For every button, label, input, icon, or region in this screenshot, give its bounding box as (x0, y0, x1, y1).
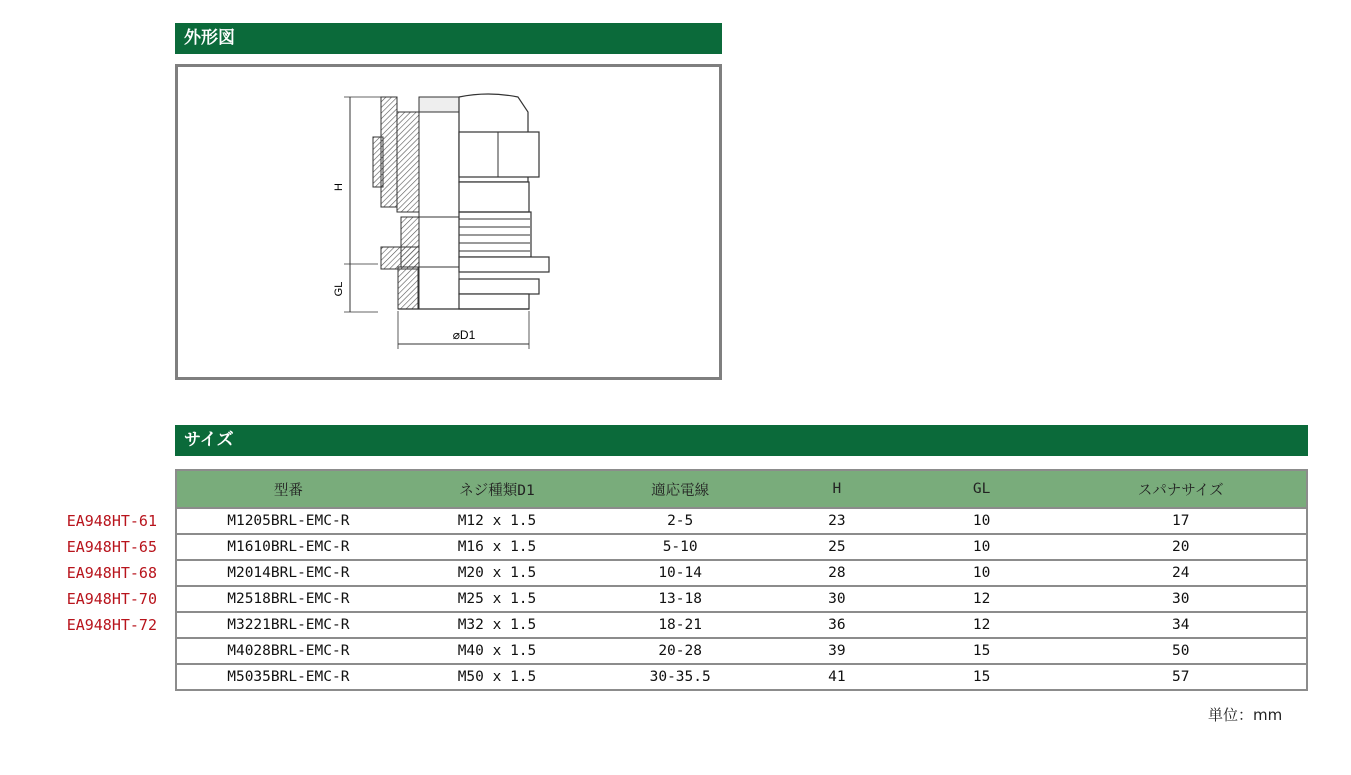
order-code: EA948HT-70 (66, 590, 157, 608)
cell-cable-range: 13-18 (594, 586, 766, 612)
table-row (176, 638, 1307, 664)
cable-gland-drawing (178, 67, 719, 377)
cell-h: 41 (766, 664, 908, 690)
cell-thread: M16 x 1.5 (400, 534, 595, 560)
cell-cable-range: 2-5 (594, 508, 766, 534)
cell-spanner-size: 30 (1055, 586, 1307, 612)
order-code: EA948HT-68 (66, 564, 157, 582)
cell-h: 30 (766, 586, 908, 612)
cell-model: M2014BRL-EMC-R (176, 560, 400, 586)
outline-drawing (175, 64, 722, 380)
order-code: EA948HT-61 (66, 512, 157, 530)
cell-model: M4028BRL-EMC-R (176, 638, 400, 664)
cell-cable-range: 30-35.5 (594, 664, 766, 690)
cell-model: M5035BRL-EMC-R (176, 664, 400, 690)
cell-thread: M12 x 1.5 (400, 508, 595, 534)
cell-spanner-size: 17 (1055, 508, 1307, 534)
cell-cable-range: 18-21 (594, 612, 766, 638)
cell-thread: M40 x 1.5 (400, 638, 595, 664)
cell-gl: 15 (908, 638, 1056, 664)
table-row (176, 664, 1307, 690)
locknut (459, 279, 539, 294)
cell-thread: M25 x 1.5 (400, 586, 595, 612)
d1-label: ⌀D1 (452, 328, 476, 342)
cell-model: M2518BRL-EMC-R (176, 586, 400, 612)
table-header-row (176, 470, 1307, 508)
cell-gl: 10 (908, 534, 1056, 560)
cell-model: M1610BRL-EMC-R (176, 534, 400, 560)
header-spanner-size: スパナサイズ (1055, 470, 1307, 508)
table-row (176, 508, 1307, 534)
cell-model: M1205BRL-EMC-R (176, 508, 400, 534)
header-h: H (766, 470, 908, 508)
cell-cable-range: 10-14 (594, 560, 766, 586)
cell-thread: M32 x 1.5 (400, 612, 595, 638)
table-row (176, 612, 1307, 638)
cell-h: 39 (766, 638, 908, 664)
cell-h: 36 (766, 612, 908, 638)
table-row (176, 560, 1307, 586)
cell-thread: M20 x 1.5 (400, 560, 595, 586)
cell-model: M3221BRL-EMC-R (176, 612, 400, 638)
cell-h: 28 (766, 560, 908, 586)
order-code-list (0, 508, 157, 638)
table-row (176, 534, 1307, 560)
cell-gl: 12 (908, 612, 1056, 638)
cell-spanner-size: 34 (1055, 612, 1307, 638)
cell-spanner-size: 57 (1055, 664, 1307, 690)
gl-label: GL (333, 281, 345, 297)
cell-gl: 15 (908, 664, 1056, 690)
cell-spanner-size: 50 (1055, 638, 1307, 664)
cell-cable-range: 5-10 (594, 534, 766, 560)
header-model: 型番 (176, 470, 400, 508)
cell-spanner-size: 24 (1055, 560, 1307, 586)
order-code: EA948HT-72 (66, 616, 157, 634)
cell-gl: 10 (908, 508, 1056, 534)
cell-thread: M50 x 1.5 (400, 664, 595, 690)
cell-gl: 10 (908, 560, 1056, 586)
cell-h: 25 (766, 534, 908, 560)
cell-gl: 12 (908, 586, 1056, 612)
h-label: H (333, 183, 345, 191)
order-code: EA948HT-65 (66, 538, 157, 556)
cell-cable-range: 20-28 (594, 638, 766, 664)
cell-spanner-size: 20 (1055, 534, 1307, 560)
size-section-title: サイズ (175, 425, 1308, 456)
size-table (175, 469, 1308, 691)
table-row (176, 586, 1307, 612)
header-thread: ネジ種類D1 (400, 470, 595, 508)
cell-h: 23 (766, 508, 908, 534)
outline-section-title: 外形図 (175, 23, 722, 54)
thread (459, 219, 530, 251)
header-cable-range: 適応電線 (594, 470, 766, 508)
header-gl: GL (908, 470, 1056, 508)
unit-note: 単位：mm (1208, 706, 1283, 724)
body-flange (459, 257, 549, 272)
